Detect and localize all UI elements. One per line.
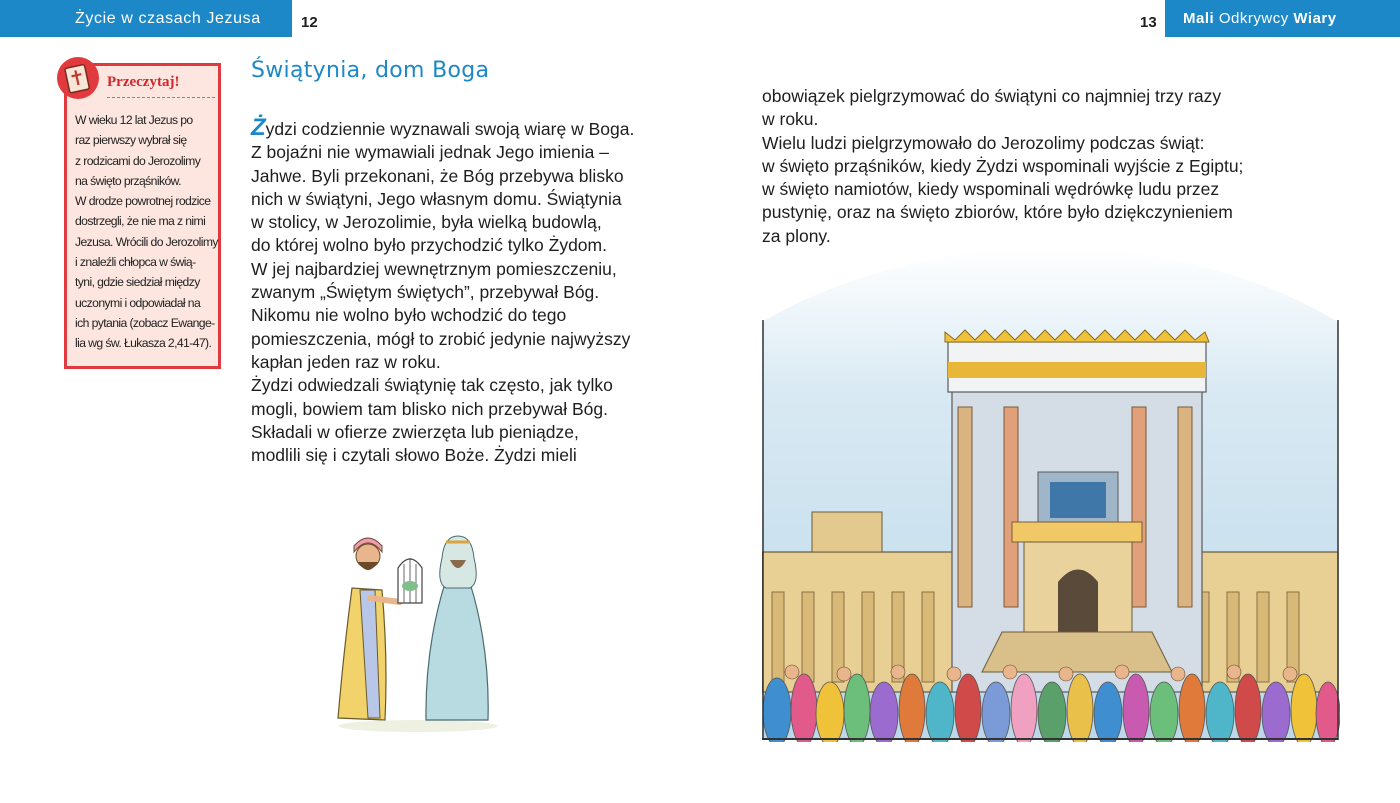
series-title-part3: Wiary bbox=[1293, 10, 1337, 27]
text-line: za plony. bbox=[762, 225, 831, 246]
read-box-line: ich pytania (zobacz Ewange- bbox=[75, 315, 215, 330]
read-box-divider bbox=[107, 97, 215, 98]
men-with-dove-illustration bbox=[330, 528, 505, 733]
read-box-line: z rodzicami do Jerozolimy bbox=[75, 153, 201, 168]
text-line: mogli, bowiem tam blisko nich przebywał Bóg. bbox=[251, 398, 608, 419]
text-line: w roku. bbox=[762, 109, 819, 130]
text-line: Żydzi odwiedzali świątynię tak często, jak tylko bbox=[251, 375, 613, 396]
text-line: kapłan jeden raz w roku. bbox=[251, 351, 441, 372]
page-number-right: 13 bbox=[1140, 14, 1157, 31]
read-box-line: dostrzegli, że nie ma z nimi bbox=[75, 214, 206, 229]
read-box-line: Jezusa. Wrócili do Jerozolimy bbox=[75, 234, 218, 249]
read-box-line: uczonymi i odpowiadał na bbox=[75, 295, 201, 310]
page-number-left: 12 bbox=[301, 14, 318, 31]
section-title: Życie w czasach Jezusa bbox=[75, 10, 261, 27]
series-title-banner bbox=[1165, 0, 1400, 37]
read-box-line: na święto prząśników. bbox=[75, 173, 181, 188]
text-line: modlili się i czytali słowo Boże. Żydzi mieli bbox=[251, 445, 577, 466]
text-line: nich w świątyni, Jego własnym domu. Świątynia bbox=[251, 188, 622, 209]
text-line: Składali w ofierze zwierzęta lub pieniądze, bbox=[251, 421, 579, 442]
text-line: obowiązek pielgrzymować do świątyni co najmniej trzy razy bbox=[762, 86, 1222, 106]
temple-illustration bbox=[762, 232, 1340, 742]
series-title-part1: Mali bbox=[1183, 10, 1215, 27]
series-title-part2: Odkrywcy bbox=[1218, 10, 1289, 27]
article-right-column bbox=[762, 85, 1243, 248]
text-line: W jej najbardziej wewnętrznym pomieszczeniu, bbox=[251, 258, 617, 279]
read-box-line: W wieku 12 lat Jezus po bbox=[75, 113, 193, 127]
text-line: pomieszczenia, mógł to zrobić jedynie najwyższy bbox=[251, 328, 631, 349]
text-line: do której wolno było przychodzić tylko Żydom. bbox=[251, 235, 607, 256]
text-line: pustynię, oraz na święto zbiorów, które było dziękczynieniem bbox=[762, 202, 1233, 223]
read-box-line: W drodze powrotnej rodzice bbox=[75, 194, 211, 209]
article-first-line bbox=[251, 116, 634, 141]
bible-icon bbox=[56, 56, 100, 100]
text-line: zwanym „Świętym świętych”, przebywał Bóg. bbox=[251, 282, 600, 303]
text-line: Z bojaźni nie wymawiali jednak Jego imienia – bbox=[251, 142, 609, 163]
drop-cap: Ż bbox=[251, 114, 266, 141]
text-line: w stolicy, w Jerozolimie, była wielką budowlą, bbox=[251, 212, 602, 233]
read-box-line: lia wg św. Łukasza 2,41-47). bbox=[75, 336, 212, 351]
read-box-line: i znaleźli chłopca w świą- bbox=[75, 255, 196, 270]
section-title-banner bbox=[0, 0, 292, 37]
text-line: Nikomu nie wolno było wchodzić do tego bbox=[251, 305, 567, 326]
read-box-line: tyni, gdzie siedział między bbox=[75, 275, 200, 290]
article-title: Świątynia, dom Boga bbox=[251, 58, 490, 83]
text-line: w święto prząśników, kiedy Żydzi wspominali wyjście z Egiptu; bbox=[762, 155, 1244, 176]
article-left-column bbox=[251, 116, 634, 467]
read-box-body bbox=[75, 110, 220, 354]
text-line: w święto namiotów, kiedy wspominali wędrówkę ludu przez bbox=[762, 179, 1220, 200]
read-box bbox=[64, 63, 221, 369]
first-line-text: ydzi codziennie wyznawali swoją wiarę w Boga. bbox=[265, 119, 635, 139]
read-box-line: raz pierwszy wybrał się bbox=[75, 133, 187, 148]
text-line: Jahwe. Byli przekonani, że Bóg przebywa blisko bbox=[251, 165, 624, 186]
text-line: Wielu ludzi pielgrzymowało do Jerozolimy podczas świąt: bbox=[762, 132, 1205, 153]
read-box-heading: Przeczytaj! bbox=[107, 74, 180, 90]
